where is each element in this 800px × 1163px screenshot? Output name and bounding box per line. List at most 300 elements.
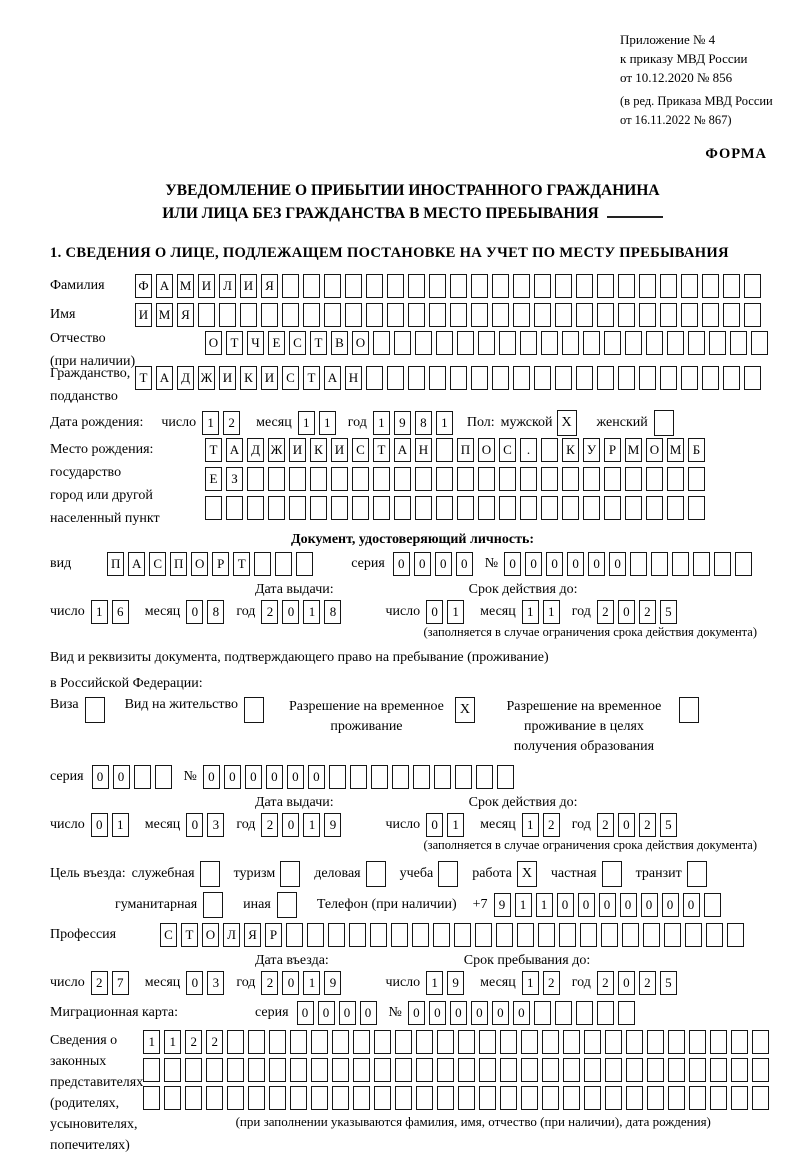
char-cell[interactable]: [584, 1086, 601, 1110]
char-cell[interactable]: 0: [456, 552, 473, 576]
char-cell[interactable]: [185, 1058, 202, 1082]
char-cell[interactable]: [332, 1086, 349, 1110]
char-cell[interactable]: [311, 1058, 328, 1082]
char-cell[interactable]: 2: [223, 411, 240, 435]
char-cell[interactable]: 2: [543, 813, 560, 837]
char-cell[interactable]: [475, 923, 492, 947]
char-cell[interactable]: [576, 1001, 593, 1025]
char-cell[interactable]: [602, 861, 622, 887]
char-cell[interactable]: [688, 467, 705, 491]
char-cell[interactable]: [562, 467, 579, 491]
char-cell[interactable]: [618, 303, 635, 327]
char-cell[interactable]: [471, 303, 488, 327]
char-cell[interactable]: Н: [415, 438, 432, 462]
char-cell[interactable]: 0: [567, 552, 584, 576]
char-cell[interactable]: [436, 438, 453, 462]
char-cell[interactable]: 0: [683, 893, 700, 917]
char-cell[interactable]: [625, 467, 642, 491]
char-cell[interactable]: 1: [91, 600, 108, 624]
char-cell[interactable]: [352, 467, 369, 491]
char-cell[interactable]: Р: [265, 923, 282, 947]
char-cell[interactable]: 0: [618, 971, 635, 995]
char-cell[interactable]: В: [331, 331, 348, 355]
char-cell[interactable]: [660, 303, 677, 327]
char-cell[interactable]: [374, 1086, 391, 1110]
char-cell[interactable]: [689, 1086, 706, 1110]
char-cell[interactable]: [429, 366, 446, 390]
char-cell[interactable]: [268, 467, 285, 491]
char-cell[interactable]: 0: [203, 765, 220, 789]
char-cell[interactable]: Р: [604, 438, 621, 462]
char-cell[interactable]: [583, 467, 600, 491]
char-cell[interactable]: [604, 496, 621, 520]
char-cell[interactable]: [269, 1030, 286, 1054]
char-cell[interactable]: [667, 467, 684, 491]
char-cell[interactable]: [408, 274, 425, 298]
char-cell[interactable]: [687, 861, 707, 887]
char-cell[interactable]: [261, 303, 278, 327]
char-cell[interactable]: [604, 467, 621, 491]
char-cell[interactable]: [714, 552, 731, 576]
char-cell[interactable]: [275, 552, 292, 576]
char-cell[interactable]: [500, 1086, 517, 1110]
char-cell[interactable]: [387, 303, 404, 327]
char-cell[interactable]: [387, 366, 404, 390]
char-cell[interactable]: 3: [207, 813, 224, 837]
char-cell[interactable]: 0: [91, 813, 108, 837]
char-cell[interactable]: 2: [597, 971, 614, 995]
char-cell[interactable]: [626, 1086, 643, 1110]
char-cell[interactable]: [332, 1058, 349, 1082]
char-cell[interactable]: Я: [244, 923, 261, 947]
char-cell[interactable]: [604, 331, 621, 355]
char-cell[interactable]: [206, 1086, 223, 1110]
char-cell[interactable]: [394, 496, 411, 520]
char-cell[interactable]: 0: [318, 1001, 335, 1025]
char-cell[interactable]: [499, 496, 516, 520]
char-cell[interactable]: [500, 1058, 517, 1082]
char-cell[interactable]: 1: [536, 893, 553, 917]
char-cell[interactable]: [555, 366, 572, 390]
char-cell[interactable]: [366, 303, 383, 327]
char-cell[interactable]: [134, 765, 151, 789]
char-cell[interactable]: [185, 1086, 202, 1110]
char-cell[interactable]: [555, 303, 572, 327]
char-cell[interactable]: [618, 366, 635, 390]
char-cell[interactable]: [394, 467, 411, 491]
char-cell[interactable]: 2: [639, 600, 656, 624]
char-cell[interactable]: [307, 923, 324, 947]
char-cell[interactable]: 9: [324, 813, 341, 837]
char-cell[interactable]: 1: [303, 813, 320, 837]
char-cell[interactable]: [643, 923, 660, 947]
char-cell[interactable]: С: [282, 366, 299, 390]
char-cell[interactable]: 2: [261, 600, 278, 624]
char-cell[interactable]: [286, 923, 303, 947]
char-cell[interactable]: [723, 303, 740, 327]
char-cell[interactable]: Т: [181, 923, 198, 947]
char-cell[interactable]: [203, 892, 223, 918]
char-cell[interactable]: [562, 331, 579, 355]
char-cell[interactable]: [542, 1086, 559, 1110]
char-cell[interactable]: [513, 274, 530, 298]
char-cell[interactable]: [457, 496, 474, 520]
char-cell[interactable]: 7: [112, 971, 129, 995]
char-cell[interactable]: [538, 923, 555, 947]
char-cell[interactable]: [205, 496, 222, 520]
char-cell[interactable]: Я: [261, 274, 278, 298]
char-cell[interactable]: [329, 765, 346, 789]
char-cell[interactable]: К: [310, 438, 327, 462]
char-cell[interactable]: [408, 366, 425, 390]
char-cell[interactable]: [639, 366, 656, 390]
char-cell[interactable]: [437, 1086, 454, 1110]
char-cell[interactable]: П: [107, 552, 124, 576]
char-cell[interactable]: 3: [207, 971, 224, 995]
char-cell[interactable]: 0: [224, 765, 241, 789]
char-cell[interactable]: [248, 1086, 265, 1110]
char-cell[interactable]: [366, 366, 383, 390]
char-cell[interactable]: 9: [324, 971, 341, 995]
char-cell[interactable]: [563, 1058, 580, 1082]
char-cell[interactable]: [520, 467, 537, 491]
char-cell[interactable]: [709, 331, 726, 355]
char-cell[interactable]: О: [191, 552, 208, 576]
char-cell[interactable]: [374, 1058, 391, 1082]
char-cell[interactable]: [352, 496, 369, 520]
char-cell[interactable]: [290, 1086, 307, 1110]
char-cell[interactable]: [563, 1030, 580, 1054]
char-cell[interactable]: Т: [135, 366, 152, 390]
char-cell[interactable]: 0: [282, 813, 299, 837]
char-cell[interactable]: [681, 303, 698, 327]
char-cell[interactable]: Л: [223, 923, 240, 947]
char-cell[interactable]: 9: [394, 411, 411, 435]
char-cell[interactable]: [710, 1030, 727, 1054]
char-cell[interactable]: А: [156, 366, 173, 390]
char-cell[interactable]: 1: [202, 411, 219, 435]
char-cell[interactable]: [227, 1030, 244, 1054]
char-cell[interactable]: 0: [266, 765, 283, 789]
char-cell[interactable]: Д: [177, 366, 194, 390]
char-cell[interactable]: Т: [310, 331, 327, 355]
char-cell[interactable]: С: [352, 438, 369, 462]
char-cell[interactable]: 5: [660, 600, 677, 624]
char-cell[interactable]: [647, 1086, 664, 1110]
char-cell[interactable]: 2: [261, 971, 278, 995]
char-cell[interactable]: [618, 1001, 635, 1025]
char-cell[interactable]: И: [198, 274, 215, 298]
char-cell[interactable]: [744, 303, 761, 327]
char-cell[interactable]: 0: [408, 1001, 425, 1025]
char-cell[interactable]: Я: [177, 303, 194, 327]
blank-underline[interactable]: [607, 203, 663, 218]
char-cell[interactable]: 0: [599, 893, 616, 917]
char-cell[interactable]: [416, 1058, 433, 1082]
char-cell[interactable]: X: [517, 861, 537, 887]
char-cell[interactable]: [290, 1030, 307, 1054]
char-cell[interactable]: [311, 1030, 328, 1054]
char-cell[interactable]: Т: [205, 438, 222, 462]
char-cell[interactable]: [744, 366, 761, 390]
char-cell[interactable]: [247, 467, 264, 491]
char-cell[interactable]: А: [394, 438, 411, 462]
char-cell[interactable]: Т: [233, 552, 250, 576]
char-cell[interactable]: [198, 303, 215, 327]
char-cell[interactable]: [584, 1058, 601, 1082]
char-cell[interactable]: [370, 923, 387, 947]
char-cell[interactable]: [735, 552, 752, 576]
char-cell[interactable]: [454, 923, 471, 947]
char-cell[interactable]: 2: [91, 971, 108, 995]
char-cell[interactable]: А: [156, 274, 173, 298]
char-cell[interactable]: [625, 331, 642, 355]
char-cell[interactable]: [668, 1030, 685, 1054]
char-cell[interactable]: [254, 552, 271, 576]
char-cell[interactable]: [394, 331, 411, 355]
char-cell[interactable]: [311, 1086, 328, 1110]
char-cell[interactable]: С: [149, 552, 166, 576]
char-cell[interactable]: 9: [494, 893, 511, 917]
char-cell[interactable]: [268, 496, 285, 520]
char-cell[interactable]: [280, 861, 300, 887]
char-cell[interactable]: [576, 366, 593, 390]
char-cell[interactable]: [521, 1030, 538, 1054]
char-cell[interactable]: [583, 496, 600, 520]
char-cell[interactable]: [541, 438, 558, 462]
char-cell[interactable]: Ч: [247, 331, 264, 355]
char-cell[interactable]: [471, 366, 488, 390]
char-cell[interactable]: [437, 1058, 454, 1082]
char-cell[interactable]: [605, 1030, 622, 1054]
char-cell[interactable]: И: [289, 438, 306, 462]
char-cell[interactable]: 0: [450, 1001, 467, 1025]
char-cell[interactable]: [350, 765, 367, 789]
char-cell[interactable]: [597, 274, 614, 298]
char-cell[interactable]: [646, 331, 663, 355]
char-cell[interactable]: [457, 467, 474, 491]
char-cell[interactable]: [200, 861, 220, 887]
char-cell[interactable]: 1: [522, 600, 539, 624]
char-cell[interactable]: [479, 1086, 496, 1110]
char-cell[interactable]: [416, 1086, 433, 1110]
char-cell[interactable]: [499, 467, 516, 491]
char-cell[interactable]: 2: [597, 600, 614, 624]
char-cell[interactable]: [702, 274, 719, 298]
char-cell[interactable]: [269, 1086, 286, 1110]
char-cell[interactable]: [601, 923, 618, 947]
char-cell[interactable]: [373, 467, 390, 491]
char-cell[interactable]: Н: [345, 366, 362, 390]
char-cell[interactable]: [289, 467, 306, 491]
char-cell[interactable]: 1: [436, 411, 453, 435]
char-cell[interactable]: [660, 366, 677, 390]
char-cell[interactable]: [282, 274, 299, 298]
char-cell[interactable]: Д: [247, 438, 264, 462]
char-cell[interactable]: 0: [287, 765, 304, 789]
char-cell[interactable]: [693, 552, 710, 576]
char-cell[interactable]: [164, 1058, 181, 1082]
char-cell[interactable]: [353, 1030, 370, 1054]
char-cell[interactable]: [143, 1086, 160, 1110]
char-cell[interactable]: [499, 331, 516, 355]
char-cell[interactable]: [434, 765, 451, 789]
char-cell[interactable]: К: [562, 438, 579, 462]
char-cell[interactable]: [436, 496, 453, 520]
char-cell[interactable]: А: [226, 438, 243, 462]
char-cell[interactable]: [395, 1030, 412, 1054]
char-cell[interactable]: [408, 303, 425, 327]
char-cell[interactable]: [688, 496, 705, 520]
char-cell[interactable]: [332, 1030, 349, 1054]
char-cell[interactable]: [303, 303, 320, 327]
char-cell[interactable]: 1: [543, 600, 560, 624]
char-cell[interactable]: 0: [618, 600, 635, 624]
char-cell[interactable]: [500, 1030, 517, 1054]
char-cell[interactable]: [240, 303, 257, 327]
char-cell[interactable]: 9: [447, 971, 464, 995]
char-cell[interactable]: 1: [373, 411, 390, 435]
char-cell[interactable]: [303, 274, 320, 298]
char-cell[interactable]: 0: [186, 971, 203, 995]
char-cell[interactable]: 0: [308, 765, 325, 789]
char-cell[interactable]: [563, 1086, 580, 1110]
char-cell[interactable]: 1: [164, 1030, 181, 1054]
char-cell[interactable]: [576, 274, 593, 298]
char-cell[interactable]: 2: [639, 971, 656, 995]
char-cell[interactable]: [438, 861, 458, 887]
char-cell[interactable]: [374, 1030, 391, 1054]
char-cell[interactable]: Т: [226, 331, 243, 355]
char-cell[interactable]: 1: [515, 893, 532, 917]
char-cell[interactable]: [667, 331, 684, 355]
char-cell[interactable]: [450, 274, 467, 298]
char-cell[interactable]: [520, 496, 537, 520]
char-cell[interactable]: [626, 1058, 643, 1082]
char-cell[interactable]: [310, 467, 327, 491]
char-cell[interactable]: [660, 274, 677, 298]
char-cell[interactable]: 1: [447, 600, 464, 624]
char-cell[interactable]: [349, 923, 366, 947]
char-cell[interactable]: [513, 303, 530, 327]
char-cell[interactable]: [730, 331, 747, 355]
char-cell[interactable]: [668, 1058, 685, 1082]
char-cell[interactable]: [651, 552, 668, 576]
char-cell[interactable]: 1: [143, 1030, 160, 1054]
char-cell[interactable]: [541, 331, 558, 355]
char-cell[interactable]: [597, 366, 614, 390]
char-cell[interactable]: [731, 1030, 748, 1054]
char-cell[interactable]: 0: [282, 971, 299, 995]
char-cell[interactable]: [416, 1030, 433, 1054]
char-cell[interactable]: [345, 303, 362, 327]
char-cell[interactable]: О: [646, 438, 663, 462]
char-cell[interactable]: И: [219, 366, 236, 390]
char-cell[interactable]: [702, 303, 719, 327]
char-cell[interactable]: [395, 1086, 412, 1110]
char-cell[interactable]: 1: [426, 971, 443, 995]
char-cell[interactable]: [391, 923, 408, 947]
char-cell[interactable]: [685, 923, 702, 947]
char-cell[interactable]: [534, 274, 551, 298]
char-cell[interactable]: Ф: [135, 274, 152, 298]
char-cell[interactable]: [562, 496, 579, 520]
char-cell[interactable]: [744, 274, 761, 298]
char-cell[interactable]: [345, 274, 362, 298]
char-cell[interactable]: [559, 923, 576, 947]
char-cell[interactable]: О: [202, 923, 219, 947]
char-cell[interactable]: [413, 765, 430, 789]
char-cell[interactable]: [688, 331, 705, 355]
char-cell[interactable]: У: [583, 438, 600, 462]
char-cell[interactable]: [324, 274, 341, 298]
char-cell[interactable]: [244, 697, 264, 723]
char-cell[interactable]: 1: [522, 971, 539, 995]
char-cell[interactable]: [353, 1086, 370, 1110]
char-cell[interactable]: [226, 496, 243, 520]
char-cell[interactable]: [751, 331, 768, 355]
char-cell[interactable]: 8: [207, 600, 224, 624]
char-cell[interactable]: 0: [426, 600, 443, 624]
char-cell[interactable]: С: [289, 331, 306, 355]
char-cell[interactable]: [353, 1058, 370, 1082]
char-cell[interactable]: 0: [186, 600, 203, 624]
char-cell[interactable]: А: [324, 366, 341, 390]
char-cell[interactable]: [479, 1058, 496, 1082]
char-cell[interactable]: [496, 923, 513, 947]
char-cell[interactable]: [331, 467, 348, 491]
char-cell[interactable]: [436, 467, 453, 491]
char-cell[interactable]: 0: [513, 1001, 530, 1025]
char-cell[interactable]: [664, 923, 681, 947]
char-cell[interactable]: [541, 467, 558, 491]
char-cell[interactable]: [457, 331, 474, 355]
char-cell[interactable]: 0: [282, 600, 299, 624]
char-cell[interactable]: [689, 1030, 706, 1054]
char-cell[interactable]: [706, 923, 723, 947]
char-cell[interactable]: [723, 366, 740, 390]
char-cell[interactable]: 0: [618, 813, 635, 837]
char-cell[interactable]: [689, 1058, 706, 1082]
char-cell[interactable]: [290, 1058, 307, 1082]
char-cell[interactable]: 0: [620, 893, 637, 917]
char-cell[interactable]: М: [625, 438, 642, 462]
char-cell[interactable]: [296, 552, 313, 576]
char-cell[interactable]: О: [478, 438, 495, 462]
char-cell[interactable]: [324, 303, 341, 327]
char-cell[interactable]: Ж: [198, 366, 215, 390]
char-cell[interactable]: [605, 1058, 622, 1082]
char-cell[interactable]: [679, 697, 699, 723]
char-cell[interactable]: [647, 1030, 664, 1054]
char-cell[interactable]: [395, 1058, 412, 1082]
char-cell[interactable]: [331, 496, 348, 520]
char-cell[interactable]: [731, 1058, 748, 1082]
char-cell[interactable]: [373, 331, 390, 355]
char-cell[interactable]: [672, 552, 689, 576]
char-cell[interactable]: Е: [205, 467, 222, 491]
char-cell[interactable]: 0: [578, 893, 595, 917]
char-cell[interactable]: М: [177, 274, 194, 298]
char-cell[interactable]: 2: [261, 813, 278, 837]
char-cell[interactable]: [534, 1001, 551, 1025]
char-cell[interactable]: С: [499, 438, 516, 462]
char-cell[interactable]: [471, 274, 488, 298]
char-cell[interactable]: Т: [373, 438, 390, 462]
char-cell[interactable]: [366, 274, 383, 298]
char-cell[interactable]: 1: [303, 600, 320, 624]
char-cell[interactable]: Е: [268, 331, 285, 355]
